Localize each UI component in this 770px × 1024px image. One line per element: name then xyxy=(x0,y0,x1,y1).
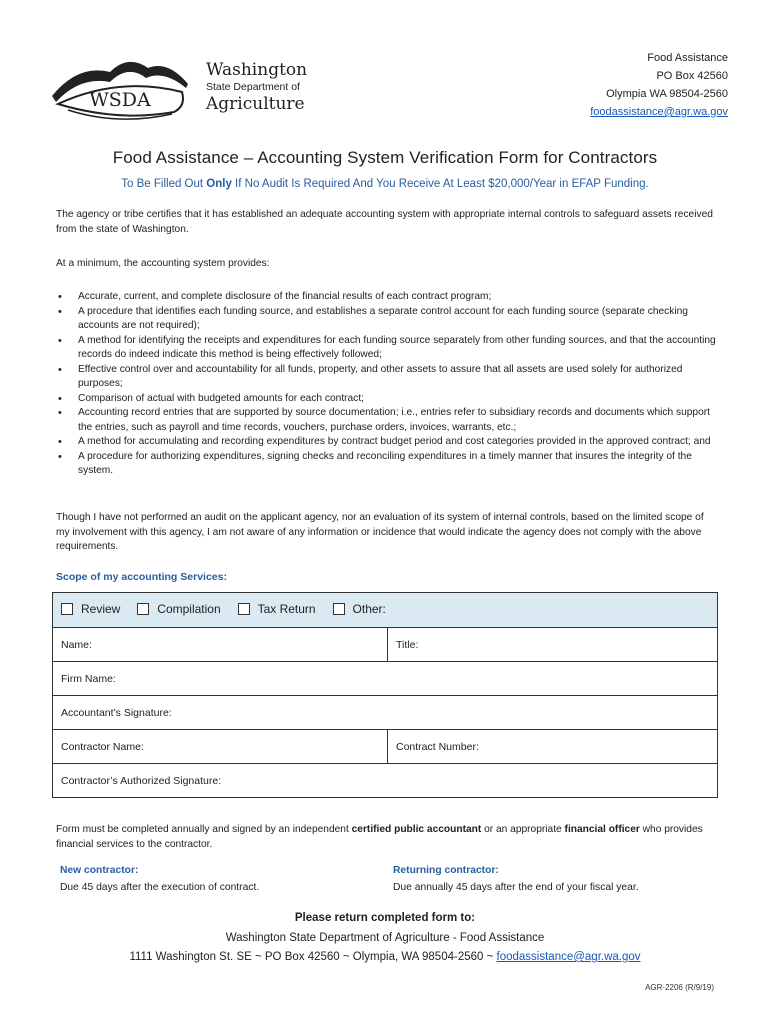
logo-state-dept: State Department of xyxy=(206,81,300,93)
tax-return-checkbox[interactable] xyxy=(238,603,250,615)
form-subtitle xyxy=(0,178,770,190)
contractor-name-label: Contractor Name: xyxy=(61,740,144,753)
name-field[interactable] xyxy=(53,628,388,662)
completion-note xyxy=(56,822,716,852)
compilation-checkbox[interactable] xyxy=(137,603,149,615)
list-item: • A procedure for authorizing expenditures, signing checks and reconciling expenditures in a timely manner that insures the integrity of the system. xyxy=(56,450,716,479)
review-label: Review xyxy=(81,602,121,616)
form-number: AGR-2206 (R/9/19) xyxy=(645,983,714,992)
list-item: • Accounting record entries that are supported by source documentation; i.e., entries refer to subsidiary records and documents which support the entries, such as payroll and time records, vouchers, purchase orders, invoices, warrants, etc.; xyxy=(56,406,716,435)
tax-return-label: Tax Return xyxy=(257,602,316,616)
contractor-name-field[interactable] xyxy=(53,730,388,764)
tax-return-option[interactable] xyxy=(238,602,316,616)
accountant-signature-label: Accountant’s Signature: xyxy=(61,706,172,719)
scope-options-row xyxy=(53,593,718,628)
contract-number-field[interactable] xyxy=(388,730,718,764)
list-item: • A procedure that identifies each funding source, and establishes a separate control account for each funding source (separate checking accounts are not required); xyxy=(56,305,716,334)
logo-washington: Washington xyxy=(206,60,308,80)
header-address-line1: Food Assistance xyxy=(647,52,728,64)
note-part3: who provides financial services to the contractor. xyxy=(56,824,703,850)
disclaimer-paragraph: Though I have not performed an audit on the applicant agency, nor an evaluation of its system of internal controls, based on the limited scope of my involvement with this agency, I am not aware of any information or incidence that would indicate the agency does not comply with the above requirements. xyxy=(56,512,704,552)
minimum-paragraph: At a minimum, the accounting system provides: xyxy=(56,258,270,269)
other-option[interactable] xyxy=(333,602,386,616)
title-label: Title: xyxy=(396,638,419,651)
returning-contractor-heading: Returning contractor: xyxy=(393,865,499,876)
list-item: • Comparison of actual with budgeted amounts for each contract; xyxy=(56,392,716,407)
new-contractor-heading: New contractor: xyxy=(60,865,139,876)
return-heading: Please return completed form to: xyxy=(294,912,476,924)
list-item: • A method for accumulating and recording expenditures by contract budget period and cost categories provided in the approved contract; and xyxy=(56,435,716,450)
firm-name-label: Firm Name: xyxy=(61,672,116,685)
scope-label: Scope of my accounting Services: xyxy=(56,571,227,583)
return-address-text: 1111 Washington St. SE ~ PO Box 42560 ~ Olympia, WA 98504-2560 ~ xyxy=(129,951,497,963)
compilation-option[interactable] xyxy=(137,602,220,616)
review-option[interactable] xyxy=(61,602,120,616)
list-item: • Effective control over and accountability for all funds, property, and other assets to assure that all assets are used solely for authorized purposes; xyxy=(56,363,716,392)
note-part2: or an appropriate xyxy=(481,824,565,835)
return-address xyxy=(0,951,770,963)
accountant-signature-field[interactable] xyxy=(53,696,718,730)
header-email-wrapper xyxy=(590,103,728,121)
contractor-form-table xyxy=(52,592,718,798)
note-bold2: financial officer xyxy=(564,824,640,835)
contract-number-label: Contract Number: xyxy=(396,740,479,753)
contractor-signature-field[interactable] xyxy=(53,764,718,798)
return-organization: Washington State Department of Agriculture - Food Assistance xyxy=(225,932,545,944)
title-field[interactable] xyxy=(388,628,718,662)
subtitle-part2: If No Audit Is Required And You Receive At Least $20,000/Year in EFAP Funding. xyxy=(231,178,649,190)
name-label: Name: xyxy=(61,638,92,651)
note-bold1: certified public accountant xyxy=(351,824,482,835)
other-label: Other: xyxy=(352,602,386,616)
header-address-line3: Olympia WA 98504-2560 xyxy=(606,88,728,100)
contractor-signature-label: Contractor’s Authorized Signature: xyxy=(61,774,222,787)
return-email-link[interactable]: foodassistance@agr.wa.gov xyxy=(496,951,641,963)
other-checkbox[interactable] xyxy=(333,603,345,615)
list-item: • A method for identifying the receipts and expenditures for each funding source separately from other funding sources, and that the accounting records do indeed indicate this method is being effectively followed; xyxy=(56,334,716,363)
review-checkbox[interactable] xyxy=(61,603,73,615)
header-email-link[interactable]: foodassistance@agr.wa.gov xyxy=(590,106,728,118)
header-address-line2: PO Box 42560 xyxy=(656,70,728,82)
requirements-list xyxy=(56,290,716,479)
firm-name-field[interactable] xyxy=(53,662,718,696)
wsda-logo xyxy=(48,46,310,124)
compilation-label: Compilation xyxy=(157,602,221,616)
wsda-logo-mark xyxy=(48,46,310,124)
list-item: • Accurate, current, and complete disclosure of the financial results of each contract program; xyxy=(56,290,716,305)
new-contractor-text: Due 45 days after the execution of contract. xyxy=(60,882,260,893)
logo-acronym: WSDA xyxy=(89,89,151,111)
subtitle-emphasis: Only xyxy=(206,178,232,190)
intro-paragraph: The agency or tribe certifies that it has established an adequate accounting system with appropriate internal controls to safeguard assets received from the state of Washington. xyxy=(56,209,713,235)
logo-agriculture: Agriculture xyxy=(206,94,305,114)
returning-contractor-text: Due annually 45 days after the end of your fiscal year. xyxy=(393,882,639,893)
subtitle-part1: To Be Filled Out xyxy=(121,178,207,190)
form-title: Food Assistance – Accounting System Verification Form for Contractors xyxy=(112,148,658,167)
note-part1: Form must be completed annually and signed by an independent xyxy=(56,824,352,835)
